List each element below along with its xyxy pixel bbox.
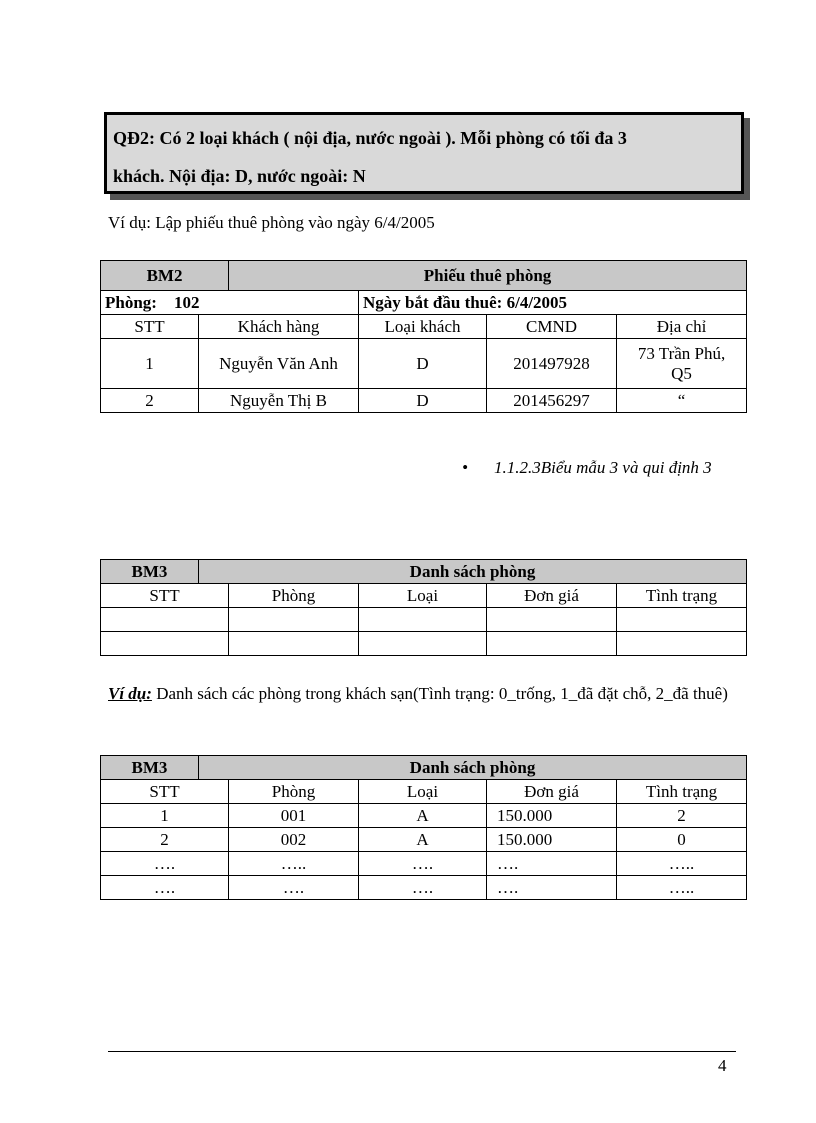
cell: 001 bbox=[229, 804, 359, 828]
cell: …. bbox=[487, 852, 617, 876]
cell: …. bbox=[229, 876, 359, 900]
cell: …. bbox=[101, 852, 229, 876]
room-value: 102 bbox=[173, 292, 200, 312]
table-row bbox=[101, 852, 747, 876]
col-header: Loại bbox=[359, 780, 487, 804]
bm2-table bbox=[100, 260, 747, 413]
footer-divider bbox=[108, 1051, 736, 1052]
cell: 2 bbox=[101, 389, 199, 413]
page-number: 4 bbox=[718, 1056, 727, 1075]
bm3-title: Danh sách phòng bbox=[199, 756, 747, 780]
cell: 1 bbox=[101, 804, 229, 828]
cell: 201456297 bbox=[487, 389, 617, 413]
example-label: Ví dụ: bbox=[108, 684, 152, 703]
example-text-1: Ví dụ: Lập phiếu thuê phòng vào ngày 6/4/2005 bbox=[108, 213, 435, 232]
cell: 150.000 bbox=[487, 828, 617, 852]
cell: 1 bbox=[101, 339, 199, 389]
cell: 150.000 bbox=[487, 804, 617, 828]
col-header: Đơn giá bbox=[487, 780, 617, 804]
table-row bbox=[101, 828, 747, 852]
bm2-title: Phiếu thuê phòng bbox=[229, 261, 747, 291]
cell: D bbox=[359, 339, 487, 389]
col-header: STT bbox=[101, 780, 229, 804]
col-header: Tình trạng bbox=[617, 584, 747, 608]
bm3-title: Danh sách phòng bbox=[199, 560, 747, 584]
cell: …. bbox=[359, 876, 487, 900]
col-header: Loại bbox=[359, 584, 487, 608]
cell: 002 bbox=[229, 828, 359, 852]
cell: “ bbox=[617, 389, 747, 413]
cell: 73 Trần Phú, Q5 bbox=[617, 339, 747, 389]
section-heading-text: 1.1.2.3Biểu mẫu 3 và qui định 3 bbox=[494, 458, 712, 477]
cell: ….. bbox=[617, 876, 747, 900]
col-header: Địa chỉ bbox=[617, 315, 747, 339]
cell: …. bbox=[487, 876, 617, 900]
cell: …. bbox=[101, 876, 229, 900]
bm2-room bbox=[101, 291, 359, 315]
cell: D bbox=[359, 389, 487, 413]
cell: 2 bbox=[617, 804, 747, 828]
col-header: Đơn giá bbox=[487, 584, 617, 608]
bm3-blank-table bbox=[100, 559, 747, 656]
cell: ….. bbox=[617, 852, 747, 876]
table-row bbox=[101, 339, 747, 389]
bm3-example-table bbox=[100, 755, 747, 900]
col-header: Tình trạng bbox=[617, 780, 747, 804]
table-row bbox=[101, 608, 747, 632]
table-row bbox=[101, 804, 747, 828]
cell: Nguyễn Văn Anh bbox=[199, 339, 359, 389]
example-text-3 bbox=[108, 683, 728, 705]
bm3-code: BM3 bbox=[101, 756, 199, 780]
bm3-code: BM3 bbox=[101, 560, 199, 584]
col-header: STT bbox=[101, 584, 229, 608]
rule-line-2: khách. Nội địa: D, nước ngoài: N bbox=[113, 166, 366, 186]
rule-line-1: QĐ2: Có 2 loại khách ( nội địa, nước ngoài ). Mỗi phòng có tối đa 3 bbox=[113, 128, 627, 148]
col-header: Loại khách bbox=[359, 315, 487, 339]
col-header: STT bbox=[101, 315, 199, 339]
example-desc: Danh sách các phòng trong khách sạn(Tình trạng: 0_trống, 1_đã đặt chỗ, 2_đã thuê) bbox=[151, 684, 728, 703]
bullet-icon: • bbox=[462, 458, 468, 477]
cell: Nguyễn Thị B bbox=[199, 389, 359, 413]
cell: 201497928 bbox=[487, 339, 617, 389]
table-row bbox=[101, 632, 747, 656]
col-header: Phòng bbox=[229, 780, 359, 804]
col-header: Phòng bbox=[229, 584, 359, 608]
room-label: Phòng: bbox=[105, 292, 157, 312]
rule-box bbox=[104, 112, 744, 194]
col-header: Khách hàng bbox=[199, 315, 359, 339]
section-heading bbox=[462, 450, 742, 486]
bm2-start-date: Ngày bắt đầu thuê: 6/4/2005 bbox=[359, 291, 747, 315]
cell: …. bbox=[359, 852, 487, 876]
cell: ….. bbox=[229, 852, 359, 876]
cell: A bbox=[359, 828, 487, 852]
cell: 0 bbox=[617, 828, 747, 852]
table-row bbox=[101, 389, 747, 413]
col-header: CMND bbox=[487, 315, 617, 339]
table-row bbox=[101, 876, 747, 900]
cell: A bbox=[359, 804, 487, 828]
cell: 2 bbox=[101, 828, 229, 852]
bm2-code: BM2 bbox=[101, 261, 229, 291]
